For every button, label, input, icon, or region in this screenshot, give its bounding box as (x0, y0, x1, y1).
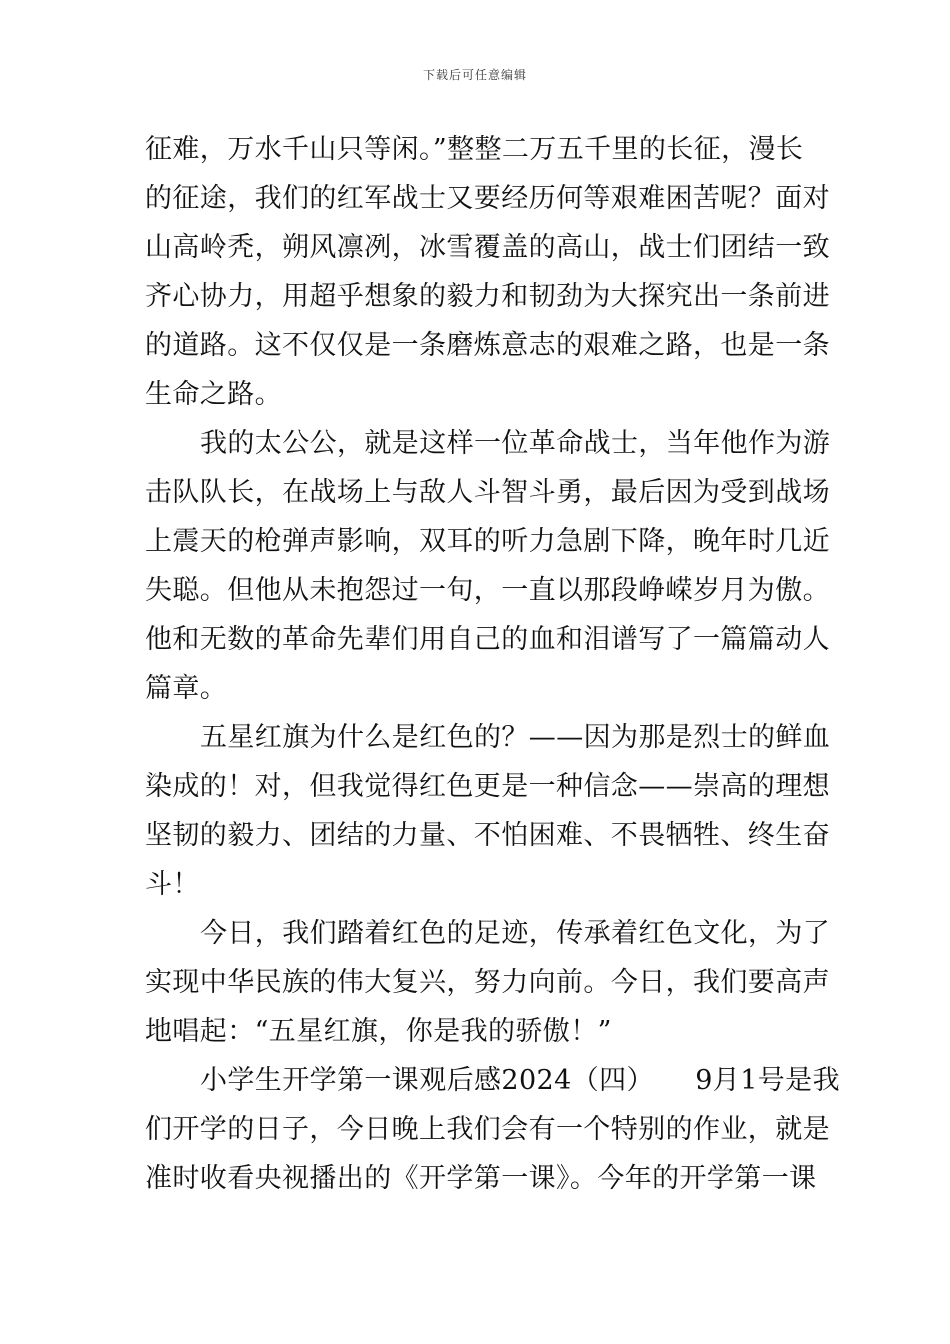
text-line: 征难，万水千山只等闲。”整整二万五千里的长征，漫长 (145, 134, 804, 165)
text-line: 的征途，我们的红军战士又要经历何等艰难困苦呢？面对 (145, 183, 830, 214)
text-line: 五星红旗为什么是红色的？——因为那是烈士的鲜血 (200, 722, 831, 753)
text-line: 斗！ (145, 869, 200, 900)
text-line: 上震天的枪弹声影响，双耳的听力急剧下降，晚年时几近 (145, 526, 830, 557)
page-header: 下载后可任意编辑 (422, 68, 527, 82)
text-line: 坚韧的毅力、团结的力量、不怕困难、不畏牺牲、终生奋 (145, 820, 830, 851)
text-line: 的道路。这不仅仅是一条磨炼意志的艰难之路，也是一条 (145, 330, 830, 361)
text-line: 染成的！对，但我觉得红色更是一种信念——崇高的理想 (145, 771, 830, 802)
text-line: 生命之路。 (145, 379, 282, 410)
text-line: 今日，我们踏着红色的足迹，传承着红色文化，为了 (200, 918, 831, 949)
text-line: 实现中华民族的伟大复兴，努力向前。今日，我们要高声 (145, 967, 830, 998)
text-line: 我的太公公，就是这样一位革命战士，当年他作为游 (200, 428, 831, 459)
text-line: 山高岭秃，朔风凛冽，冰雪覆盖的高山，战士们团结一致 (145, 232, 830, 263)
text-line: 准时收看央视播出的《开学第一课》。今年的开学第一课 (145, 1163, 817, 1194)
document-body (145, 130, 840, 1208)
text-line: 击队队长，在战场上与敌人斗智斗勇，最后因为受到战场 (145, 477, 830, 508)
text-line: 小学生开学第一课观后感2024（四） 9月1号是我 (200, 1065, 840, 1096)
text-line: 齐心协力，用超乎想象的毅力和韧劲为大探究出一条前进 (145, 281, 830, 312)
text-line: 失聪。但他从未抱怨过一句，一直以那段峥嵘岁月为傲。 (145, 575, 830, 606)
text-line: 们开学的日子，今日晚上我们会有一个特别的作业，就是 (145, 1114, 830, 1145)
text-line: 篇章。 (145, 673, 228, 704)
text-line: 他和无数的革命先辈们用自己的血和泪谱写了一篇篇动人 (145, 624, 830, 655)
text-line: 地唱起：“五星红旗，你是我的骄傲！” (145, 1016, 612, 1047)
